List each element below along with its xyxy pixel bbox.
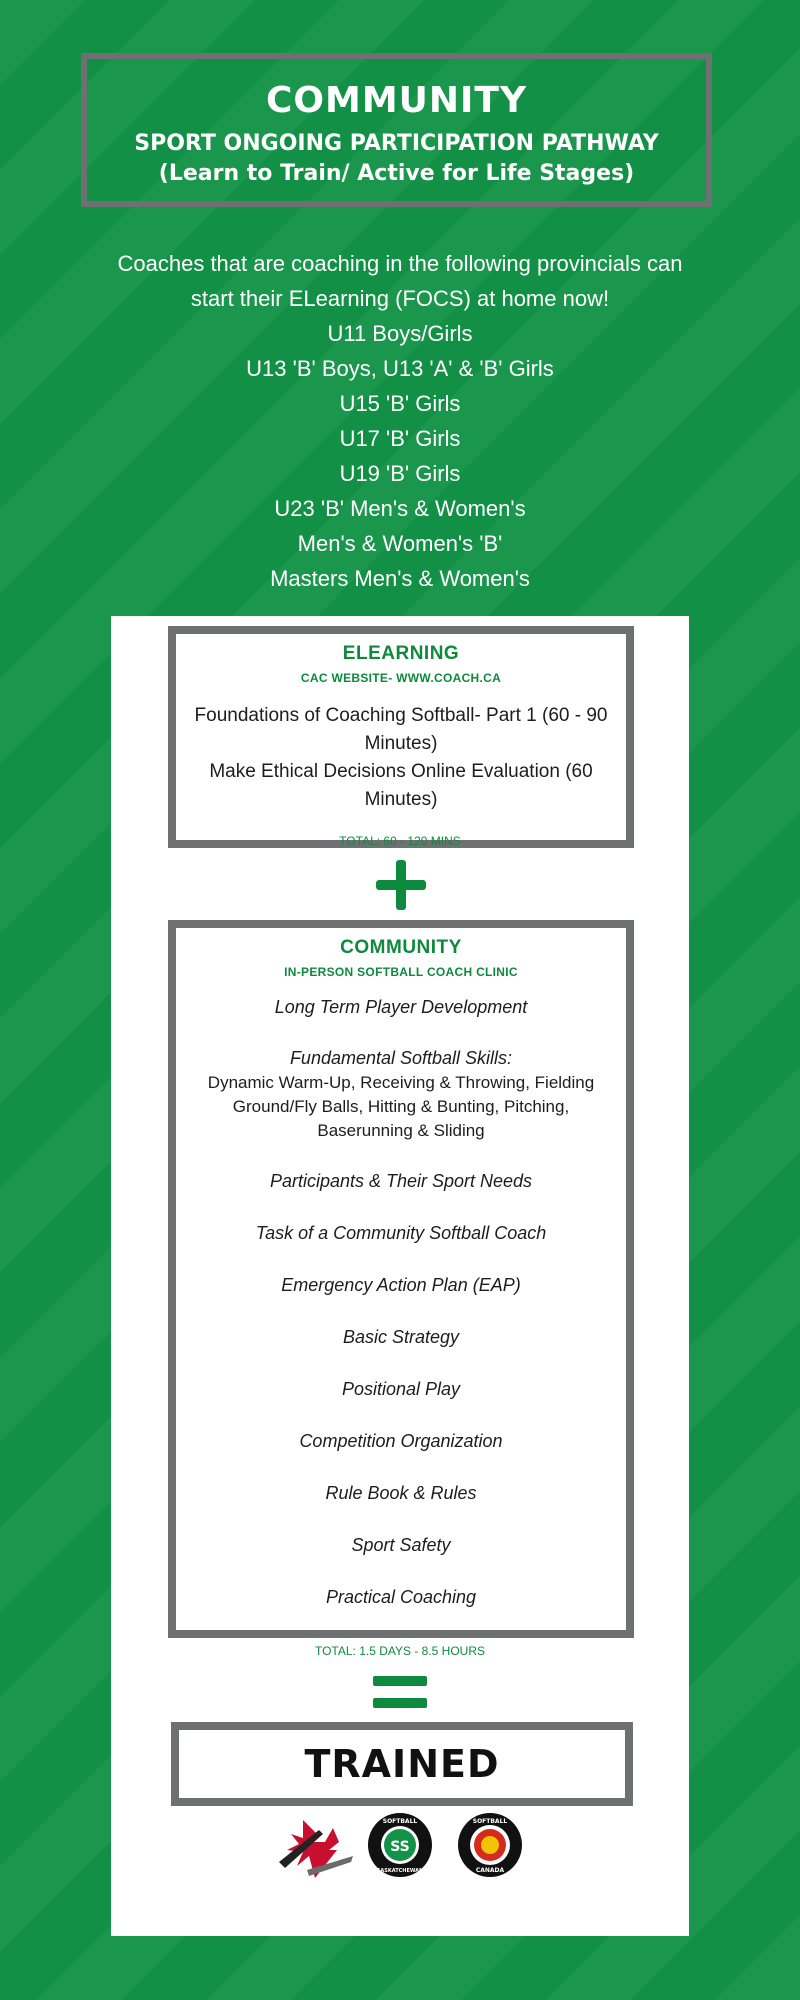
topic-item: Positional Play bbox=[341, 1379, 461, 1399]
header-box bbox=[81, 53, 712, 207]
community-total: TOTAL: 1.5 DAYS - 8.5 HOURS bbox=[314, 1644, 486, 1658]
intro-line: U13 'B' Boys, U13 'A' & 'B' Girls bbox=[246, 356, 554, 381]
plus-icon bbox=[376, 860, 426, 910]
topic-item: Practical Coaching bbox=[325, 1587, 477, 1607]
intro-line: Coaches that are coaching in the following provincials can bbox=[117, 251, 683, 276]
elearning-courses bbox=[176, 702, 626, 814]
topic-item: Task of a Community Softball Coach bbox=[255, 1223, 547, 1243]
coaching-association-logo bbox=[273, 1816, 357, 1882]
elearning-subtitle: CAC WEBSITE- WWW.COACH.CA bbox=[300, 671, 502, 685]
ss-initials: SS bbox=[390, 1839, 410, 1855]
elearning-total: TOTAL: 60 - 120 MINS bbox=[339, 834, 461, 848]
topic-item: Participants & Their Sport Needs bbox=[269, 1171, 533, 1191]
ss-bottom-text: SASKATCHEWAN bbox=[376, 1868, 424, 1874]
intro-line: U23 'B' Men's & Women's bbox=[274, 496, 526, 521]
topic-item: Competition Organization bbox=[299, 1431, 503, 1451]
pathway-label: SPORT ONGOING PARTICIPATION PATHWAY bbox=[134, 131, 659, 156]
softball-saskatchewan-logo bbox=[367, 1812, 433, 1878]
elearning-box bbox=[168, 626, 634, 848]
intro-line: U19 'B' Girls bbox=[339, 461, 461, 486]
page-subtitle bbox=[87, 129, 706, 189]
community-subtitle: IN-PERSON SOFTBALL COACH CLINIC bbox=[284, 965, 518, 979]
topic-item: Rule Book & Rules bbox=[325, 1483, 477, 1503]
topic-list bbox=[176, 993, 626, 1635]
community-title: COMMUNITY bbox=[340, 937, 462, 958]
trained-label: TRAINED bbox=[304, 1742, 500, 1786]
equals-icon bbox=[373, 1676, 427, 1714]
topic-item: Sport Safety bbox=[351, 1535, 451, 1555]
intro-line: Men's & Women's 'B' bbox=[297, 531, 503, 556]
ss-top-text: SOFTBALL bbox=[382, 1818, 418, 1825]
elearning-title: ELEARNING bbox=[342, 643, 460, 664]
sc-bottom-text: CANADA bbox=[475, 1867, 505, 1874]
intro-line: Masters Men's & Women's bbox=[270, 566, 530, 591]
logo-row bbox=[261, 1812, 541, 1882]
pathway-panel bbox=[111, 616, 689, 1936]
page-title: COMMUNITY bbox=[265, 80, 528, 121]
trained-box bbox=[171, 1722, 633, 1806]
intro-line: U17 'B' Girls bbox=[339, 426, 461, 451]
intro-line: U11 Boys/Girls bbox=[327, 321, 473, 346]
sc-top-text: SOFTBALL bbox=[472, 1818, 508, 1825]
intro-text bbox=[60, 246, 740, 596]
topic-item: Long Term Player Development bbox=[274, 997, 528, 1017]
course-item: Foundations of Coaching Softball- Part 1 (60 - 90 Minutes) bbox=[194, 705, 608, 754]
skills-block bbox=[176, 1045, 626, 1143]
course-item: Make Ethical Decisions Online Evaluation (60 Minutes) bbox=[209, 761, 593, 810]
skills-detail: Dynamic Warm-Up, Receiving & Throwing, Fielding Ground/Fly Balls, Hitting & Bunting, Pitching, Baserunning & Sliding bbox=[207, 1073, 595, 1140]
stages-label: (Learn to Train/ Active for Life Stages) bbox=[158, 161, 635, 186]
intro-line: U15 'B' Girls bbox=[339, 391, 461, 416]
skills-title: Fundamental Softball Skills: bbox=[289, 1048, 513, 1068]
topic-item: Basic Strategy bbox=[342, 1327, 460, 1347]
topic-item: Emergency Action Plan (EAP) bbox=[281, 1275, 521, 1295]
softball-canada-logo bbox=[457, 1812, 523, 1878]
intro-line: start their ELearning (FOCS) at home now! bbox=[190, 286, 610, 311]
community-box bbox=[168, 920, 634, 1638]
